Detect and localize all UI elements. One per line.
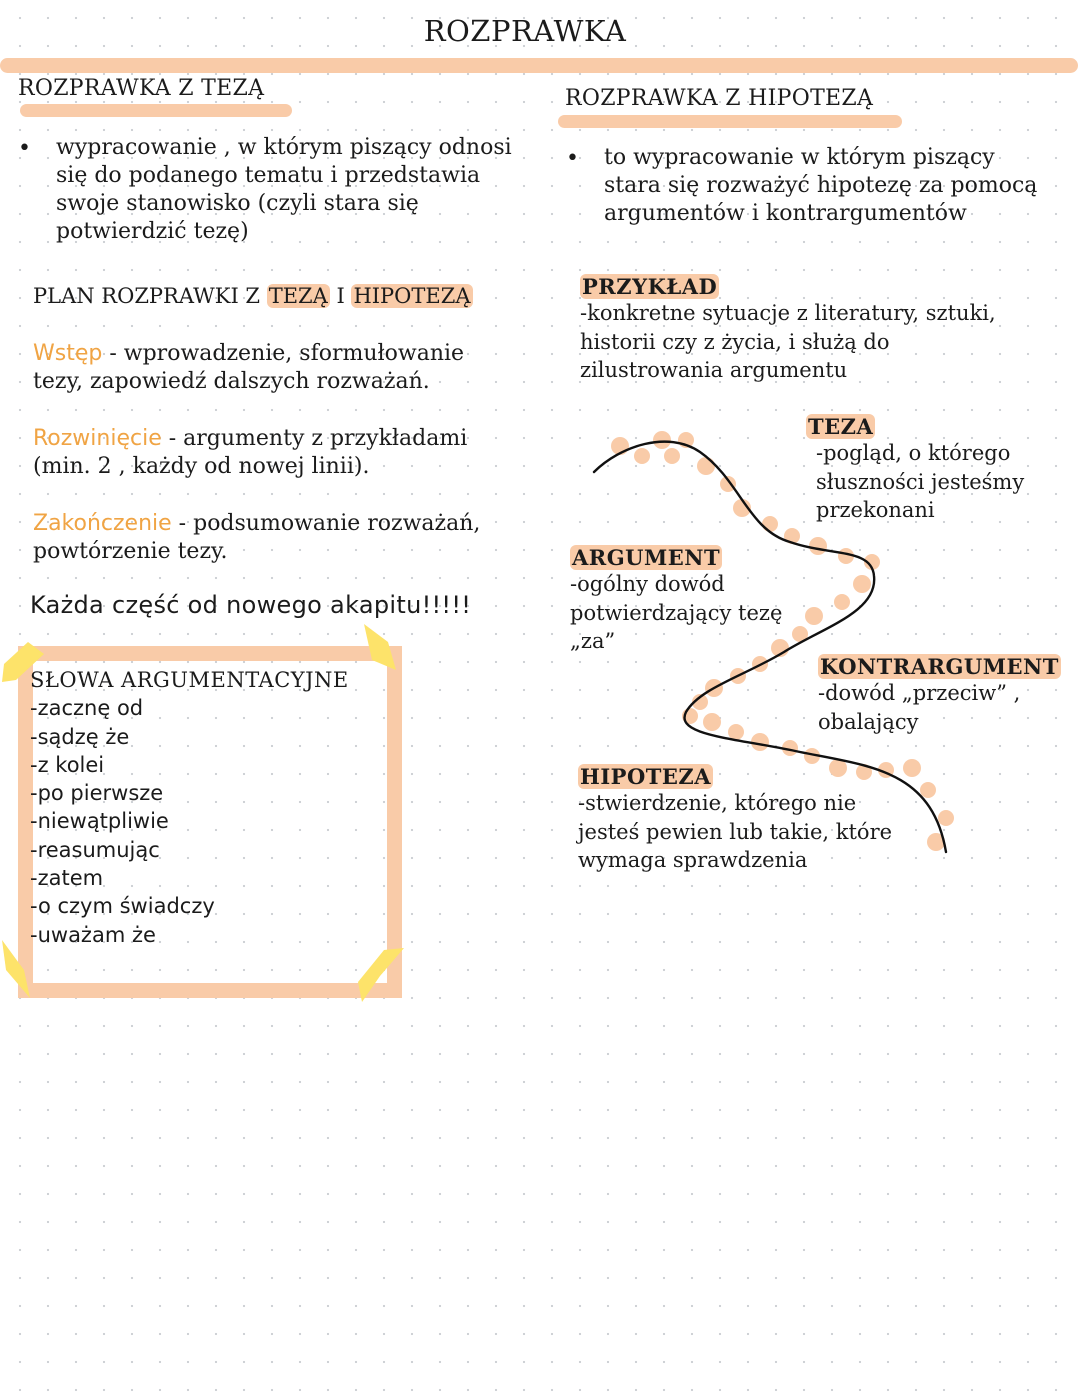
text-line: słuszności jesteśmy <box>816 469 1025 494</box>
plan-teza-highlight: TEZĄ <box>268 284 328 308</box>
list-item: -niewątpliwie <box>30 809 169 834</box>
text-line: -dowód „przeciw” , <box>818 681 1021 705</box>
argument-title: ARGUMENT <box>572 545 721 570</box>
list-item: -uważam że <box>30 922 156 947</box>
text-line: „za” <box>570 629 616 653</box>
przyklad-title: PRZYKŁAD <box>582 274 718 299</box>
part-desc: tezy, zapowiedź dalszych rozważań. <box>33 369 430 394</box>
teza-title: TEZA <box>808 414 874 439</box>
list-item: -z kolei <box>30 752 105 777</box>
part-desc: - argumenty z przykładami <box>161 426 468 451</box>
part-desc: (min. 2 , każdy od nowej linii). <box>33 454 370 479</box>
przyklad-block <box>580 274 996 385</box>
list-item: -reasumując <box>30 837 160 862</box>
text-line: argumentów i kontrargumentów <box>604 201 967 226</box>
part-name: Zakończenie <box>33 511 172 536</box>
hipoteza-section-heading: ROZPRAWKA Z HIPOTEZĄ <box>565 86 874 111</box>
list-item: -po pierwsze <box>30 781 164 806</box>
list-item: -zatem <box>30 866 104 891</box>
argument-block <box>570 545 782 656</box>
bullet-icon: • <box>566 146 579 171</box>
text-line: potwierdzający tezę <box>570 600 783 625</box>
text-line: to wypracowanie w którym piszący <box>604 145 995 170</box>
akapit-note: Każda część od nowego akapitu!!!!! <box>30 591 472 619</box>
text-line: potwierdzić tezę) <box>56 219 249 244</box>
plan-heading-conj: I <box>329 284 352 308</box>
text-line: -ogólny dowód <box>570 572 725 596</box>
list-item: -o czym świadczy <box>30 894 215 919</box>
plan-heading-prefix: PLAN ROZPRAWKI Z <box>33 284 267 308</box>
teza-block <box>806 414 1024 525</box>
part-name: Wstęp <box>33 341 103 366</box>
text-line: się do podanego tematu i przedstawia <box>56 163 481 188</box>
text-line: zilustrowania argumentu <box>580 358 848 382</box>
kontrargument-title: KONTRARGUMENT <box>820 654 1059 679</box>
text-line: stara się rozważyć hipotezę za pomocą <box>604 173 1038 198</box>
hipoteza-block <box>578 764 892 875</box>
text-line: -pogląd, o którego <box>816 441 1011 465</box>
text-line: -konkretne sytuacje z literatury, sztuki, <box>580 301 996 325</box>
text-line: jesteś pewien lub takie, które <box>578 819 893 844</box>
page-title: ROZPRAWKA <box>423 14 627 48</box>
plan-hipoteza-highlight: HIPOTEZĄ <box>353 284 471 308</box>
list-item: -sądzę że <box>30 724 130 749</box>
text-line: swoje stanowisko (czyli stara się <box>56 191 419 216</box>
text-line: wypracowanie , w którym piszący odnosi <box>56 135 512 160</box>
part-desc: - podsumowanie rozważań, <box>171 511 481 536</box>
argument-words-title: SŁOWA ARGUMENTACYJNE <box>30 668 349 692</box>
list-item: -zacznę od <box>30 696 144 721</box>
text-line: wymaga sprawdzenia <box>578 848 808 872</box>
part-desc: powtórzenie tezy. <box>33 539 228 564</box>
part-name: Rozwinięcie <box>33 426 162 451</box>
hipoteza-title: HIPOTEZA <box>580 764 712 789</box>
part-desc: - wprowadzenie, sformułowanie <box>102 341 465 366</box>
text-line: przekonani <box>816 498 935 522</box>
text-line: historii czy z życia, i służą do <box>580 329 890 354</box>
kontrargument-block <box>818 654 1061 736</box>
text-line: obalający <box>818 709 919 734</box>
bullet-icon: • <box>18 136 31 161</box>
teza-section-heading: ROZPRAWKA Z TEZĄ <box>18 76 265 101</box>
text-line: -stwierdzenie, którego nie <box>578 791 857 815</box>
